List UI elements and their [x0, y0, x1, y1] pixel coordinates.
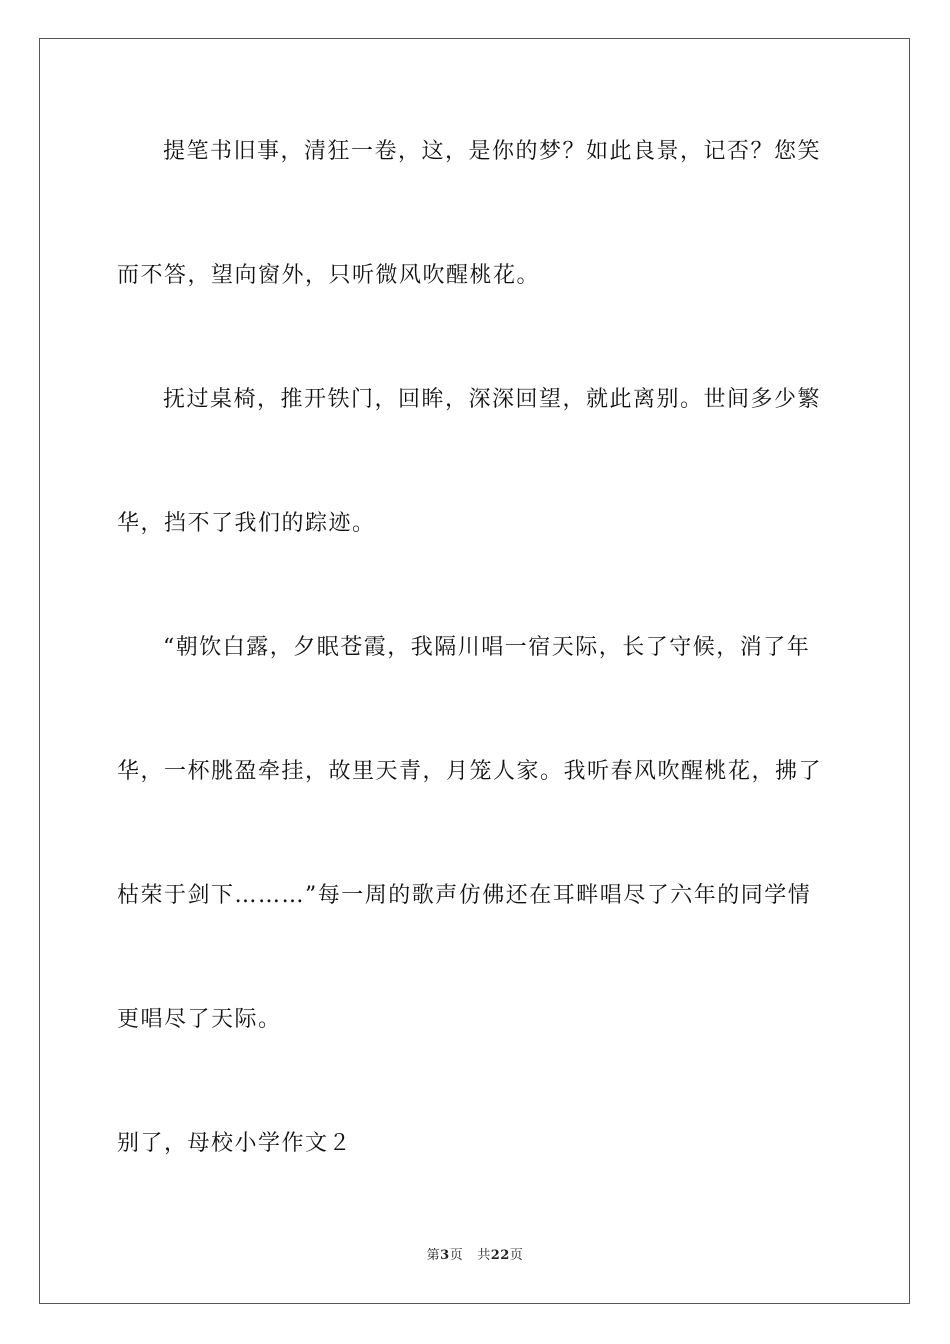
section-heading: 别了，母校小学作文２ [117, 1131, 353, 1156]
page-suffix: 页 [449, 1248, 464, 1263]
paragraph-2-line-1: 抚过桌椅，推开铁门，回眸，深深回望，就此离别。世间多少繁 [163, 387, 822, 412]
total-prefix: 共 [477, 1248, 491, 1263]
paragraph-3-line-4: 更唱尽了天际。 [117, 1007, 282, 1032]
page-footer [0, 1247, 950, 1265]
page-number: 3 [440, 1248, 450, 1263]
page-frame [39, 38, 910, 1304]
paragraph-3-line-2: 华，一杯朓盈牵挂，故里天青，月笼人家。我听春风吹醒桃花，拂了 [117, 759, 823, 784]
total-suffix: 页 [509, 1248, 524, 1263]
total-pages: 22 [490, 1248, 510, 1263]
paragraph-2-line-2: 华，挡不了我们的踪迹。 [117, 511, 376, 536]
paragraph-3-line-3: 枯荣于剑下………”每一周的歌声仿佛还在耳畔唱尽了六年的同学情 [117, 883, 812, 908]
paragraph-3-line-1: “朝饮白露，夕眠苍霞，我隔川唱一宿天际，长了守候，消了年 [163, 635, 811, 660]
paragraph-1-line-1: 提笔书旧事，清狂一卷，这，是你的梦？如此良景，记否？您笑 [163, 139, 822, 164]
paragraph-1-line-2: 而不答，望向窗外，只听微风吹醒桃花。 [117, 263, 541, 288]
page-prefix: 第 [426, 1248, 441, 1263]
